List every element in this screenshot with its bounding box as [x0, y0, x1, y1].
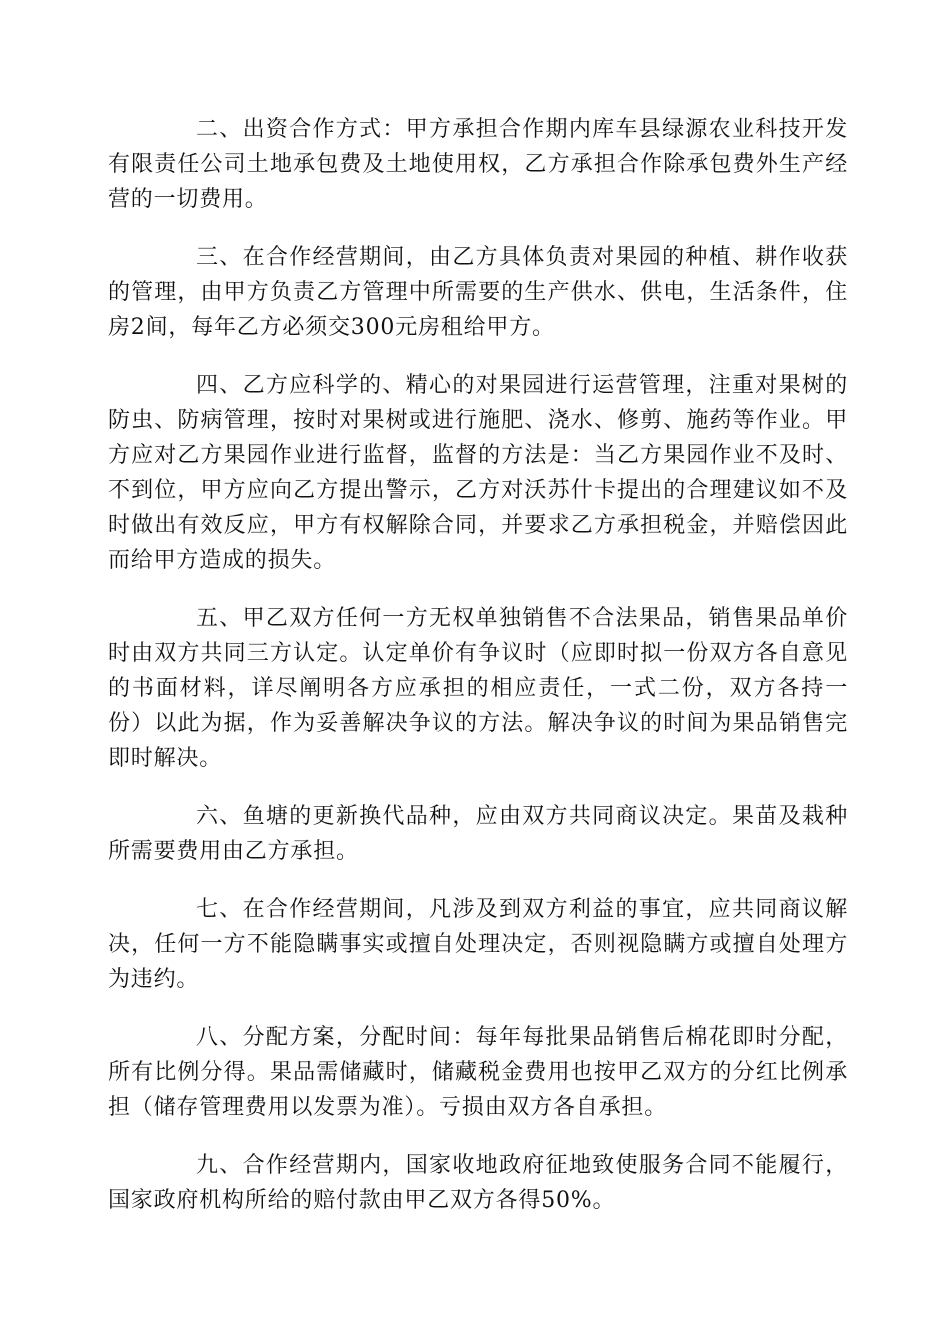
clause-6-paragraph: 六、鱼塘的更新换代品种，应由双方共同商议决定。果苗及栽种所需要费用由乙方承担。 [108, 804, 848, 864]
clause-5-paragraph: 五、甲乙双方任何一方无权单独销售不合法果品，销售果品单价时由双方共同三方认定。认定单价有争议时（应即时拟一份双方各自意见的书面材料，详尽阐明各方应承担的相应责任，一式二份，双方各持一份）以此为据，作为妥善解决争议的方法。解决争议的时间为果品销售完即时解决。 [108, 606, 848, 771]
document-body [108, 112, 848, 1241]
clause-8-paragraph: 八、分配方案，分配时间：每年每批果品销售后棉花即时分配，所有比例分得。果品需储藏时，储藏税金费用也按甲乙双方的分红比例承担（储存管理费用以发票为准）。亏损由双方各自承担。 [108, 1025, 848, 1120]
clause-7-paragraph: 七、在合作经营期间，凡涉及到双方利益的事宜，应共同商议解决，任何一方不能隐瞒事实或擅自处理决定，否则视隐瞒方或擅自处理方为违约。 [108, 897, 848, 992]
clause-3-paragraph: 三、在合作经营期间，由乙方具体负责对果园的种植、耕作收获的管理，由甲方负责乙方管理中所需要的生产供水、供电，生活条件，住房2间，每年乙方必须交300元房租给甲方。 [108, 245, 848, 340]
clause-4-paragraph: 四、乙方应科学的、精心的对果园进行运营管理，注重对果树的防虫、防病管理，按时对果树或进行施肥、浇水、修剪、施药等作业。甲方应对乙方果园作业进行监督，监督的方法是：当乙方果园作业不及时、不到位，甲方应向乙方提出警示，乙方对沃苏什卡提出的合理建议如不及时做出有效反应，甲方有权解除合同，并要求乙方承担税金，并赔偿因此而给甲方造成的损失。 [108, 373, 848, 573]
clause-2-paragraph: 二、出资合作方式：甲方承担合作期内库车县绿源农业科技开发有限责任公司土地承包费及土地使用权，乙方承担合作除承包费外生产经营的一切费用。 [108, 117, 848, 212]
clause-9-paragraph: 九、合作经营期内，国家收地政府征地致使服务合同不能履行，国家政府机构所给的赔付款由甲乙双方各得50%。 [108, 1153, 848, 1213]
